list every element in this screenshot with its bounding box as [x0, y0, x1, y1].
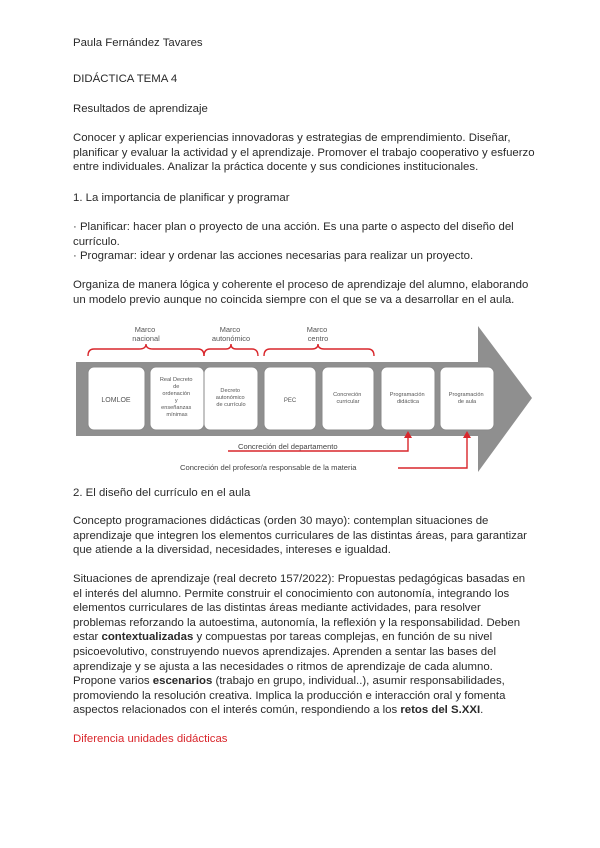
concrecion-profesor-label: Concreción del profesor/a responsable de la materia	[180, 463, 357, 472]
diferencia-heading: Diferencia unidades didácticas	[73, 733, 228, 745]
planificar-definition: · Planificar: hacer plan o proyecto de una acción. Es una parte o aspecto del diseño del currículo.	[73, 221, 514, 248]
concrecion-departamento-label: Concreción del departamento	[238, 442, 338, 451]
group-label-nacional: Marco nacional	[132, 325, 160, 343]
brace-autonomico	[204, 344, 258, 356]
brace-nacional	[88, 344, 204, 356]
situaciones-text-1: Situaciones de aprendizaje (real decreto 157/2022): Propuestas pedagógicas basadas en el interés del alumno. Permite construir el conocimiento con autonomía, integrando los elementos curriculares de las distintas áreas mediante actividades, para resolver problemas reforzando la autoestima, autonomía, la reflexión y la responsabilidad. Deben estar	[73, 573, 526, 644]
situaciones-bold-retos: retos del S.XXI	[400, 704, 481, 717]
organiza-paragraph: Organiza de manera lógica y coherente el proceso de aprendizaje del alumno, elaborando un modelo previo aunque no coincida siempre con el que se va a desarrollar en el aula.	[73, 279, 529, 306]
label-decreto: Decreto autonómico de currículo	[215, 388, 246, 408]
label-real-decreto: Real Decreto de ordenación y enseñanzas mínimas	[159, 377, 193, 418]
situaciones-text-2: y compuestas por tareas complejas, en función de su nivel psicoevolutivo, construyendo nuevos aprendizajes. Aprenden a sentar las bases del aprendizaje y se ajusta a las necesidades o ritmos de aprendizaje de cada alumno. Propone varios	[73, 631, 496, 688]
group-label-autonomico: Marco autonómico	[211, 325, 251, 343]
situaciones-text-3: (trabajo en grupo, individual..), asumir responsabilidades, promoviendo la resolución creativa. Implica la producción e interacción oral y fomenta aspectos relacionados con el interés común, respondiendo a los	[73, 675, 506, 717]
situaciones-paragraph	[73, 572, 535, 718]
author-name: Paula Fernández Tavares	[73, 37, 203, 49]
situaciones-bold-escenarios: escenarios	[152, 675, 213, 688]
document-title: DIDÁCTICA TEMA 4	[73, 73, 178, 85]
curriculum-concretion-diagram	[76, 318, 532, 482]
section1-heading: 1. La importancia de planificar y programar	[73, 192, 290, 204]
situaciones-text-4: .	[480, 704, 484, 717]
label-lomloe: LOMLOE	[101, 397, 131, 404]
label-concrecion-curricular: Concreción curricular	[333, 392, 362, 405]
label-programacion-aula: Programación de aula	[448, 392, 484, 405]
programar-definition: · Programar: idear y ordenar las acciones necesarias para realizar un proyecto.	[73, 250, 474, 262]
section2-heading: 2. El diseño del currículo en el aula	[73, 487, 251, 499]
label-pec: PEC	[283, 398, 297, 404]
brace-centro	[264, 344, 374, 356]
label-programacion-didactica: Programación didáctica	[389, 392, 425, 405]
results-text: Conocer y aplicar experiencias innovadoras y estrategias de emprendimiento. Diseñar, planificar y evaluar la actividad y el aprendizaje. Promover el trabajo cooperativo y esfuerzo entre individuales. Analizar la práctica docente y sus condiciones institucionales.	[73, 132, 535, 174]
group-label-centro: Marco centro	[306, 325, 329, 343]
situaciones-bold-contextualizadas: contextualizadas	[101, 631, 194, 644]
results-heading: Resultados de aprendizaje	[73, 103, 208, 115]
concepto-paragraph: Concepto programaciones didácticas (orden 30 mayo): contemplan situaciones de aprendizaje que integren los elementos curriculares de las distintas áreas, para garantizar que atiende a la diversidad, necesidades, intereses e igualdad.	[73, 515, 527, 557]
